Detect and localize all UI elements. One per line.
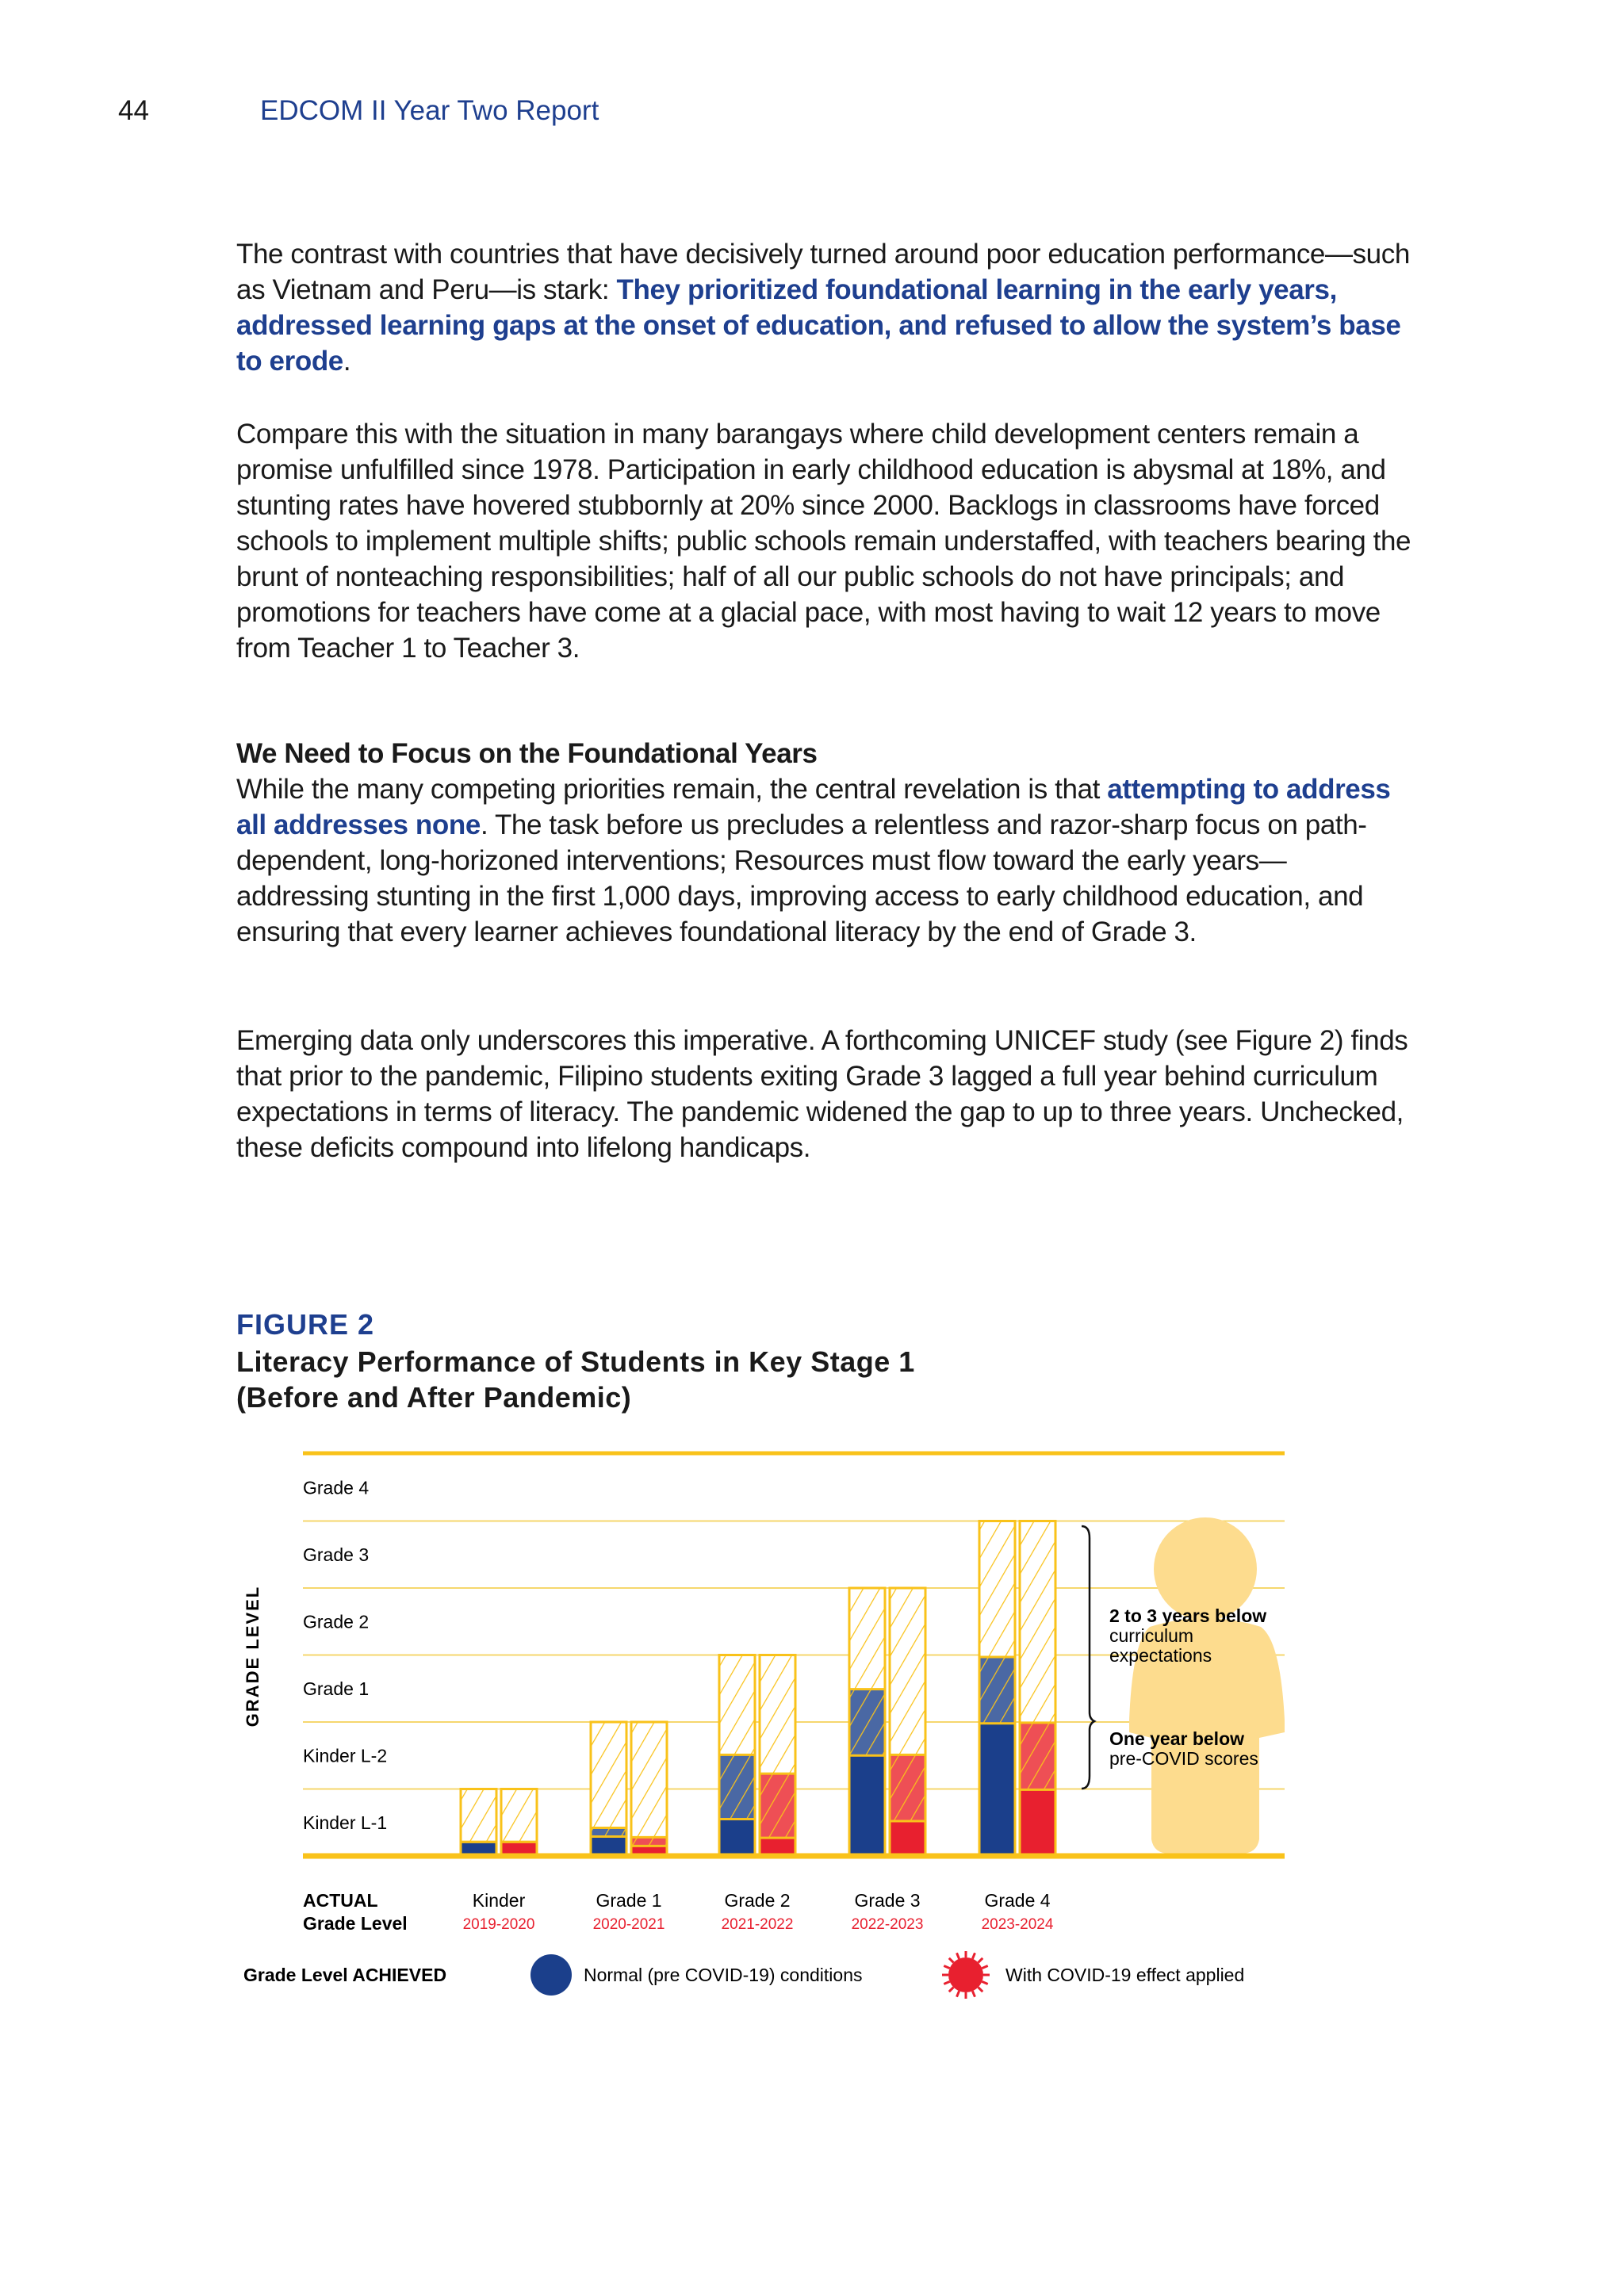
bar-solid-achieved (890, 1821, 925, 1856)
y-level-label: Kinder L-1 (303, 1812, 388, 1833)
p1-highlight: They prioritized foundational learning in the early years, addressed learning gaps at the onset of education, and refused to allow the system’s base to erode (236, 274, 1401, 377)
y-level-label: Grade 3 (303, 1544, 370, 1565)
paragraph-2: Compare this with the situation in many barangays where child development centers remain a promise unfulfilled since 1978. Participation in early childhood education is abysmal at 18%, and stunting rates have hovered stubbornly at 20% since 2000. Backlogs in classrooms have forced schools to implement multiple shifts; public schools remain understaffed, with teachers bearing the brunt of nonteaching responsibilities; half of all our public schools do not have principals; and promotions for teachers have come at a glacial pace, with most having to wait 12 years to move from Teacher 1 to Teacher 3. (236, 419, 1411, 664)
legend-title: Grade Level ACHIEVED (243, 1965, 447, 1985)
x-header-line1: ACTUAL (303, 1890, 378, 1911)
running-title: EDCOM II Year Two Report (260, 95, 599, 126)
x-year-label: 2023-2024 (981, 1916, 1054, 1933)
bar-covid (760, 1655, 795, 1857)
figure-title-line2: (Before and After Pandemic) (236, 1381, 632, 1414)
figure-title-line1: Literacy Performance of Students in Key Stage 1 (236, 1345, 915, 1378)
bar-normal (719, 1655, 755, 1857)
page-number: 44 (118, 95, 149, 126)
x-category-label: Grade 3 (854, 1890, 921, 1911)
y-axis-label: GRADE LEVEL (243, 1585, 262, 1728)
bar-normal (979, 1521, 1015, 1857)
annotation-1-bold: 2 to 3 years below (1109, 1605, 1267, 1626)
annotation-1-line1: curriculum (1109, 1625, 1194, 1646)
x-year-label: 2021-2022 (721, 1916, 794, 1933)
bar-solid-achieved (719, 1820, 755, 1856)
legend-normal-label: Normal (pre COVID-19) conditions (584, 1965, 863, 1985)
x-category-label: Grade 2 (724, 1890, 791, 1911)
section-heading: We Need to Focus on the Foundational Years (236, 738, 818, 769)
x-header-line2: Grade Level (303, 1913, 408, 1934)
annotation-2-line1: pre-COVID scores (1109, 1748, 1258, 1769)
bar-normal (461, 1789, 496, 1857)
p3-highlight: attempting to address all addresses none (236, 774, 1391, 840)
p3-text: While the many competing priorities remain, the central revelation is that (236, 774, 1108, 805)
legend-covid-label: With COVID-19 effect applied (1005, 1965, 1245, 1985)
bar-solid-achieved (591, 1836, 626, 1856)
person-silhouette (1129, 1517, 1285, 1854)
bar-solid-achieved (849, 1755, 885, 1856)
virus-icon (942, 1951, 990, 1999)
y-level-label: Grade 1 (303, 1678, 370, 1699)
y-level-label: Grade 2 (303, 1611, 370, 1632)
brace-icon (1082, 1526, 1094, 1789)
paragraph-4: Emerging data only underscores this imperative. A forthcoming UNICEF study (see Figure 2) finds that prior to the pandemic, Filipino students exiting Grade 3 lagged a full year behind curriculum expectations in terms of literacy. The pandemic widened the gap to up to three years. Unchecked, these deficits compound into lifelong handicaps. (236, 1025, 1408, 1163)
bar-solid-achieved (1020, 1789, 1055, 1856)
bar-normal (591, 1722, 626, 1856)
x-year-label: 2022-2023 (851, 1916, 924, 1933)
p1-text: The contrast with countries that have decisively turned around poor education performance—such as Vietnam and Peru—is stark: (236, 239, 1410, 305)
annotation-1-line2: expectations (1109, 1645, 1212, 1666)
bar-covid (501, 1789, 537, 1857)
bar-hatch (631, 1722, 667, 1856)
x-year-label: 2019-2020 (462, 1916, 535, 1933)
x-year-label: 2020-2021 (592, 1916, 665, 1933)
x-category-label: Kinder (472, 1890, 526, 1911)
bar-hatch (890, 1588, 925, 1856)
legend-normal-swatch (530, 1954, 572, 1996)
x-category-label: Grade 4 (984, 1890, 1051, 1911)
figure-label: FIGURE 2 (236, 1308, 375, 1341)
bar-solid-achieved (979, 1724, 1015, 1856)
y-level-label: Grade 4 (303, 1477, 370, 1498)
p1-end: . (343, 346, 351, 377)
annotation-2-bold: One year below (1109, 1728, 1245, 1749)
bar-normal (849, 1588, 885, 1856)
y-level-label: Kinder L-2 (303, 1745, 388, 1766)
x-category-label: Grade 1 (596, 1890, 662, 1911)
p3-rest: . The task before us precludes a relentless and razor-sharp focus on path-dependent, long-horizoned interventions; Resources must flow toward the early years—addressing stunting in the first 1,000 days, improving access to early childhood education, and ensuring that every learner achieves foundational literacy by the end of Grade 3. (236, 809, 1367, 947)
bar-hatch (760, 1655, 795, 1857)
bar-covid (890, 1588, 925, 1856)
bar-covid (631, 1722, 667, 1856)
bar-covid (1020, 1521, 1055, 1857)
